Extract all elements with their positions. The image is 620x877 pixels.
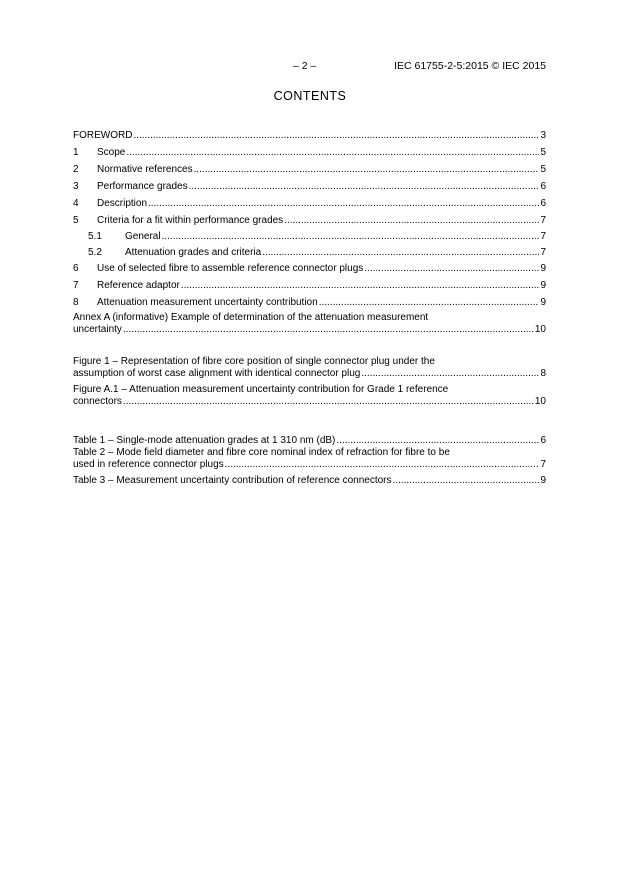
leader-dots	[393, 475, 540, 487]
toc-entry-7[interactable]	[73, 275, 546, 292]
toc-entry-table-1[interactable]	[73, 430, 546, 447]
toc-entry-8[interactable]	[73, 292, 546, 309]
leader-dots	[336, 435, 539, 447]
leader-dots	[194, 164, 540, 176]
toc-label-line2: connectors	[73, 396, 122, 407]
toc-label-line1: Annex A (informative) Example of determination of the attenuation measurement	[73, 312, 429, 323]
toc-label: Table 3 – Measurement uncertainty contribution of reference connectors	[73, 475, 392, 486]
toc-entry-6[interactable]	[73, 259, 546, 275]
toc-entry-figure-1[interactable]	[73, 356, 546, 384]
toc-number: 4	[73, 198, 79, 209]
toc-page: 10	[534, 324, 546, 335]
toc-label: Reference adaptor	[97, 280, 180, 291]
toc-number: 2	[73, 164, 79, 175]
toc-label-line1: Figure A.1 – Attenuation measurement uncertainty contribution for Grade 1 reference	[73, 384, 449, 395]
toc-label: Description	[97, 198, 148, 209]
toc-number: 5	[73, 215, 79, 226]
toc-page: 5	[540, 164, 546, 175]
toc-tables	[73, 430, 546, 487]
toc-entry-figure-a1[interactable]	[73, 384, 546, 408]
toc-clauses	[73, 125, 546, 336]
toc-entry-5-1[interactable]	[73, 227, 546, 243]
page-number: – 2 –	[293, 60, 317, 72]
toc-label: Scope	[97, 147, 126, 158]
leader-dots	[284, 215, 539, 227]
toc-label: Use of selected fibre to assemble reference connector plugs	[97, 263, 364, 274]
toc-entry-1[interactable]	[73, 142, 546, 159]
toc-page: 7	[540, 247, 546, 258]
toc-page: 7	[540, 231, 546, 242]
toc-entry-table-3[interactable]	[73, 475, 546, 487]
toc-label: Normative references	[97, 164, 193, 175]
toc-number: 8	[73, 297, 79, 308]
toc-entry-table-2[interactable]	[73, 447, 546, 475]
toc-label: Criteria for a fit within performance grades	[97, 215, 284, 226]
leader-dots	[162, 231, 540, 243]
toc-label: Attenuation measurement uncertainty contribution	[97, 297, 318, 308]
toc-number: 7	[73, 280, 79, 291]
toc-page: 3	[540, 130, 546, 141]
toc-number: 5.1	[88, 231, 102, 242]
toc-label-line1: Table 2 – Mode field diameter and fibre core nominal index of refraction for fibre to be	[73, 447, 450, 458]
toc-figures	[73, 356, 546, 408]
toc-number: 3	[73, 181, 79, 192]
leader-dots	[262, 247, 539, 259]
page-header	[0, 60, 620, 74]
toc-entry-2[interactable]	[73, 159, 546, 176]
toc-page: 5	[540, 147, 546, 158]
toc-page: 9	[540, 263, 546, 274]
toc-label: Attenuation grades and criteria	[125, 247, 262, 258]
toc-number: 6	[73, 263, 79, 274]
toc-label: General	[125, 231, 161, 242]
toc-label-line2: used in reference connector plugs	[73, 459, 224, 470]
toc-number: 5.2	[88, 247, 102, 258]
toc-page: 6	[540, 181, 546, 192]
leader-dots	[148, 198, 539, 210]
leader-dots	[361, 368, 539, 380]
toc-entry-5-2[interactable]	[73, 243, 546, 259]
leader-dots	[225, 459, 540, 471]
leader-dots	[189, 181, 540, 193]
toc-entry-4[interactable]	[73, 193, 546, 210]
leader-dots	[133, 130, 539, 142]
toc-page: 8	[540, 368, 546, 379]
toc-page: 9	[540, 280, 546, 291]
toc-label: FOREWORD	[73, 130, 133, 141]
leader-dots	[364, 263, 539, 275]
toc-label-line1: Figure 1 – Representation of fibre core position of single connector plug under the	[73, 356, 435, 367]
toc-page: 10	[534, 396, 546, 407]
toc-page: 7	[540, 215, 546, 226]
toc-entry-3[interactable]	[73, 176, 546, 193]
document-id: IEC 61755-2-5:2015 © IEC 2015	[394, 60, 546, 72]
toc-page: 9	[540, 297, 546, 308]
toc-entry-5[interactable]	[73, 210, 546, 227]
toc-page: 9	[540, 475, 546, 486]
toc-label: Table 1 – Single-mode attenuation grades at 1 310 nm (dB)	[73, 435, 336, 446]
toc-entry-foreword[interactable]	[73, 125, 546, 142]
toc-label-line2: assumption of worst case alignment with identical connector plug	[73, 368, 361, 379]
leader-dots	[123, 396, 534, 408]
leader-dots	[181, 280, 540, 292]
leader-dots	[126, 147, 539, 159]
toc-page: 6	[540, 435, 546, 446]
leader-dots	[319, 297, 540, 309]
toc-page: 7	[540, 459, 546, 470]
toc-entry-annex-a[interactable]	[73, 309, 546, 336]
page-title: CONTENTS	[273, 89, 347, 103]
toc-label-line2: uncertainty	[73, 324, 122, 335]
toc-number: 1	[73, 147, 79, 158]
toc-label: Performance grades	[97, 181, 188, 192]
toc-page: 6	[540, 198, 546, 209]
leader-dots	[123, 324, 534, 336]
